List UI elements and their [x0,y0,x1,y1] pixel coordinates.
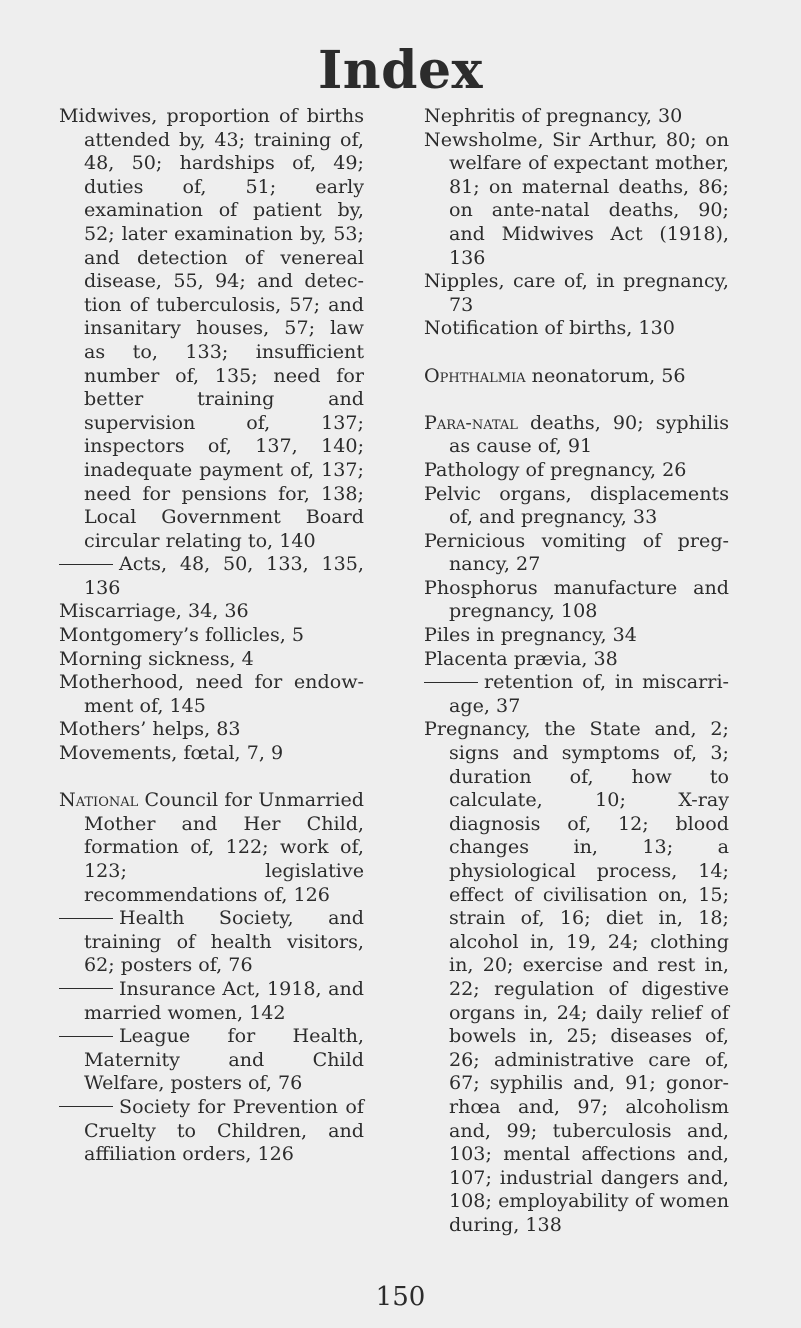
index-heading-word: National [59,788,139,812]
index-subentry-midwives-acts [59,552,364,599]
index-subentry-league [59,1024,364,1095]
index-entry-text: neonatorum, 56 [525,363,686,387]
index-heading-word: Ophthalmia [424,363,526,387]
index-subentry-health-society [59,906,364,977]
index-column-left [59,104,364,1166]
index-entry-piles: Piles in pregnancy, 34 [424,623,637,647]
index-heading-word: Para-natal [424,410,518,434]
index-entry-nipples: Nipples, care of, in pregnancy, 73 [424,269,729,316]
index-entry-midwives: Midwives, proportion of births attended by, 43; training of, 48, 50; hardships of, 49; duties of, 51; early examination of patient by, 52; later examination by, 53; and detection of venereal disease, 55, 94; and detection of tuberculosis, 57; and insanitary houses, 57; law as to, 133; insufficient number of, 135; need for better training and supervision of, 137; inspectors of, 137, 140; inadequate payment of, 137; need for pensions for, 138; Local Government Board circular relating to, 140 [59,104,364,552]
index-entry-mothers-helps: Mothers’ helps, 83 [59,717,241,741]
index-entry-text: deaths, 90; syphilis as cause of, 91 [449,410,729,458]
index-entry-ophthalmia [424,364,729,388]
ditto-dash [59,1036,113,1037]
index-entry-placenta: Placenta prævia, 38 [424,646,618,670]
index-entry-pathology: Pathology of pregnancy, 26 [424,457,687,481]
ditto-dash [59,1106,113,1107]
index-entry-morning-sickness: Morning sickness, 4 [59,646,254,670]
index-entry-pernicious-vomiting: Pernicious vomiting of pregnancy, 27 [424,528,729,576]
index-entry-phosphorus: Phosphorus manufacture and pregnancy, 108 [424,575,729,623]
index-subentry-insurance-act [59,977,364,1024]
index-subentry-text: League for Health, Maternity and Child Welfare, posters of, 76 [84,1024,364,1095]
index-subentry-text: Health Society, and training of health visitors, 62; posters of, 76 [84,906,364,977]
index-entry-nephritis: Nephritis of pregnancy, 30 [424,104,683,127]
section-gap [59,765,364,789]
index-subentry-text: Society for Prevention of Cruelty to Children, and affiliation orders, 126 [84,1094,364,1166]
index-subentry-placenta-retention [424,670,729,717]
index-subentry-text: retention of, in miscarriage, 37 [449,670,729,717]
index-subentry-text: Insurance Act, 1918, and married women, 142 [84,976,364,1024]
index-subentry-text: Acts, 48, 50, 133, 135, 136 [84,552,364,599]
page-number: 150 [375,1282,426,1312]
index-entry-newsholme: Newsholme, Sir Arthur, 80; on welfare of expectant mother, 81; on maternal deaths, 86; on ante-natal deaths, 90; and Midwives Act (1918), 136 [424,127,729,269]
ditto-dash [59,918,113,919]
index-entry-para-natal [424,411,729,458]
index-entry-movements: Movements, fœtal, 7, 9 [59,741,284,765]
index-entry-notification: Notification of births, 130 [424,316,675,340]
ditto-dash [59,564,113,565]
index-entry-text: Council for Unmarried Mother and Her Child, formation of, 122; work of, 123; legislative recommendations of, 126 [84,788,364,906]
index-entry-motherhood: Motherhood, need for endowment of, 145 [59,670,364,717]
index-entry-montgomery: Montgomery’s follicles, 5 [59,623,305,647]
page-title: Index [317,40,484,101]
ditto-dash [424,682,478,683]
index-entry-pregnancy: Pregnancy, the State and, 2; signs and symptoms of, 3; duration of, how to calculate, 10; X-ray diagnosis of, 12; blood changes in, 13; a physiological process, 14; effect of civilisation on, 15; strain of, 16; diet in, 18; alcohol in, 19, 24; clothing in, 20; exercise and rest in, 22; regulation of digestive organs in, 24; daily relief of bowels in, 25; diseases of, 26; administrative care of, 67; syphilis and, 91; gonorrhœa and, 97; alcoholism and, 99; tuberculosis and, 103; mental affections and, 107; industrial dangers and, 108; employability of women during, 138 [424,717,729,1236]
index-entry-national-council [59,788,364,906]
index-column-right [424,104,729,1237]
ditto-dash [59,988,113,989]
index-subentry-society [59,1095,364,1166]
section-gap [424,387,729,411]
index-entry-pelvic-organs: Pelvic organs, displacements of, and pregnancy, 33 [424,481,729,529]
section-gap [424,340,729,364]
index-entry-miscarriage: Miscarriage, 34, 36 [59,599,249,623]
